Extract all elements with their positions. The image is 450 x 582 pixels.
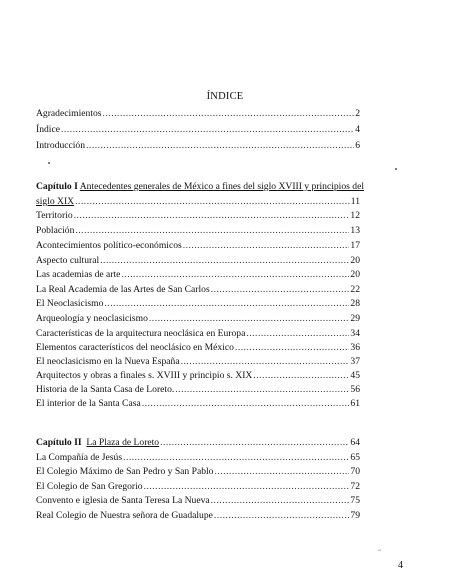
toc-entry [36, 124, 360, 136]
dot-leader [149, 313, 350, 325]
dot-leader [214, 510, 350, 522]
toc-entry-page: 61 [350, 398, 360, 409]
toc-entry-label: Índice [36, 124, 60, 135]
chapter-2-number: Capítulo II [36, 437, 82, 448]
toc-entry-page: 70 [350, 466, 360, 477]
dot-leader [144, 481, 350, 493]
toc-entry-label: La Compañía de Jesús [36, 452, 123, 463]
dot-leader [246, 328, 349, 340]
dot-leader [121, 269, 349, 281]
toc-entry-page: 17 [350, 240, 360, 251]
toc-entry-page: 22 [350, 284, 360, 295]
toc-entry-label: Arquitectos y obras a finales s. XVIII y principio s. XIX [36, 370, 253, 381]
chapter-2-page: 64 [350, 437, 360, 448]
chapter-2-title: La Plaza de Loreto [86, 437, 160, 448]
toc-entry [36, 452, 360, 464]
toc-entry-label: Características de la arquitectura neoclásica en Europa [36, 328, 246, 339]
toc-entry [36, 108, 360, 120]
dot-leader [74, 210, 350, 222]
toc-entry-page: 37 [350, 356, 360, 367]
scan-speck [395, 168, 397, 170]
dot-leader [253, 370, 349, 382]
toc-entry [36, 313, 360, 325]
chapter-1-heading [36, 181, 366, 193]
dot-leader [100, 255, 349, 267]
toc-entry-label: Aspecto cultural [36, 255, 100, 266]
toc-entry-page: 12 [350, 210, 360, 221]
toc-entry [36, 481, 360, 493]
toc-entry-label: Elementos característicos del neoclásico en México [36, 342, 234, 353]
toc-entry-label: El interior de la Santa Casa [36, 398, 141, 409]
toc-entry-page: 2 [355, 108, 360, 119]
toc-entry-label: Población [36, 225, 75, 236]
dot-leader [181, 356, 350, 368]
page-title: ÍNDICE [206, 91, 244, 102]
dot-leader [86, 140, 354, 152]
toc-entry-label: Introducción [36, 140, 86, 151]
toc-entry-label: Real Colegio de Nuestra señora de Guadalupe [36, 510, 213, 521]
toc-entry-page: 45 [350, 370, 360, 381]
dot-leader [235, 342, 349, 354]
toc-entry [36, 328, 360, 340]
toc-entry-page: 36 [350, 342, 360, 353]
toc-entry [36, 466, 360, 478]
toc-entry-page: 72 [350, 481, 360, 492]
toc-entry [36, 255, 360, 267]
toc-entry [36, 510, 360, 522]
toc-entry [36, 370, 360, 382]
dot-leader [175, 384, 349, 396]
dot-leader [211, 284, 350, 296]
toc-entry-page: 13 [350, 225, 360, 236]
toc-entry [36, 398, 360, 410]
dot-leader [104, 298, 349, 310]
toc-entry-page: 20 [350, 269, 360, 280]
toc-entry [36, 140, 360, 152]
dot-leader [75, 196, 350, 208]
page-number: 4 [398, 560, 403, 571]
toc-entry-label: El neoclasicismo en la Nueva España [36, 356, 180, 367]
dot-leader [61, 124, 354, 136]
toc-entry-page: 56 [350, 384, 360, 395]
chapter-1-title-continued [36, 196, 360, 208]
chapter-1-page: 11 [350, 196, 360, 207]
chapter-1-title: Antecedentes generales de México a fines del siglo XVIII y principios del [79, 181, 364, 192]
toc-entry-page: 79 [350, 510, 360, 521]
toc-entry-page: 29 [350, 313, 360, 324]
toc-entry-page: 20 [350, 255, 360, 266]
dot-leader [214, 466, 349, 478]
toc-entry-label: La Real Academia de las Artes de San Carlos [36, 284, 210, 295]
toc-entry-page: 34 [350, 328, 360, 339]
toc-entry-label: Acontecimientos político-económicos [36, 240, 182, 251]
toc-entry-label: Agradecimientos [36, 108, 102, 119]
chapter-2-heading-label [36, 437, 159, 449]
toc-entry [36, 356, 360, 368]
chapter-1-number: Capítulo I [36, 181, 78, 192]
toc-entry-label: Historia de la Santa Casa de Loreto. [36, 384, 175, 395]
toc-entry-page: 75 [350, 495, 360, 506]
toc-entry [36, 342, 360, 354]
toc-entry [36, 298, 360, 310]
toc-entry-label: Las academias de arte [36, 269, 121, 280]
toc-entry [36, 495, 360, 507]
toc-entry [36, 210, 360, 222]
toc-entry [36, 225, 360, 237]
toc-entry [36, 269, 360, 281]
chapter-1-title-line2: siglo XIX [36, 196, 75, 207]
dot-leader [103, 108, 355, 120]
toc-entry [36, 240, 360, 252]
toc-entry-label: El Colegio Máximo de San Pedro y San Pablo [36, 466, 214, 477]
toc-entry-label: Convento e iglesia de Santa Teresa La Nueva [36, 495, 210, 506]
dot-leader [183, 240, 350, 252]
chapter-2-heading [36, 437, 360, 449]
toc-entry-page: 6 [355, 140, 360, 151]
dot-leader [142, 398, 350, 410]
toc-entry-page: 65 [350, 452, 360, 463]
dot-leader [160, 437, 349, 449]
pencil-mark: ~ [377, 547, 383, 555]
toc-entry-label: Territorio [36, 210, 73, 221]
dot-leader [75, 225, 349, 237]
toc-entry [36, 384, 360, 396]
toc-entry-label: El Neoclasicismo [36, 298, 104, 309]
toc-entry-page: 4 [355, 124, 360, 135]
toc-entry [36, 284, 360, 296]
toc-entry-page: 28 [350, 298, 360, 309]
dot-leader [211, 495, 350, 507]
toc-entry-label: El Colegio de San Gregorio [36, 481, 143, 492]
dot-leader [123, 452, 349, 464]
scan-speck [48, 162, 50, 164]
toc-entry-label: Arqueología y neoclasicismo [36, 313, 148, 324]
